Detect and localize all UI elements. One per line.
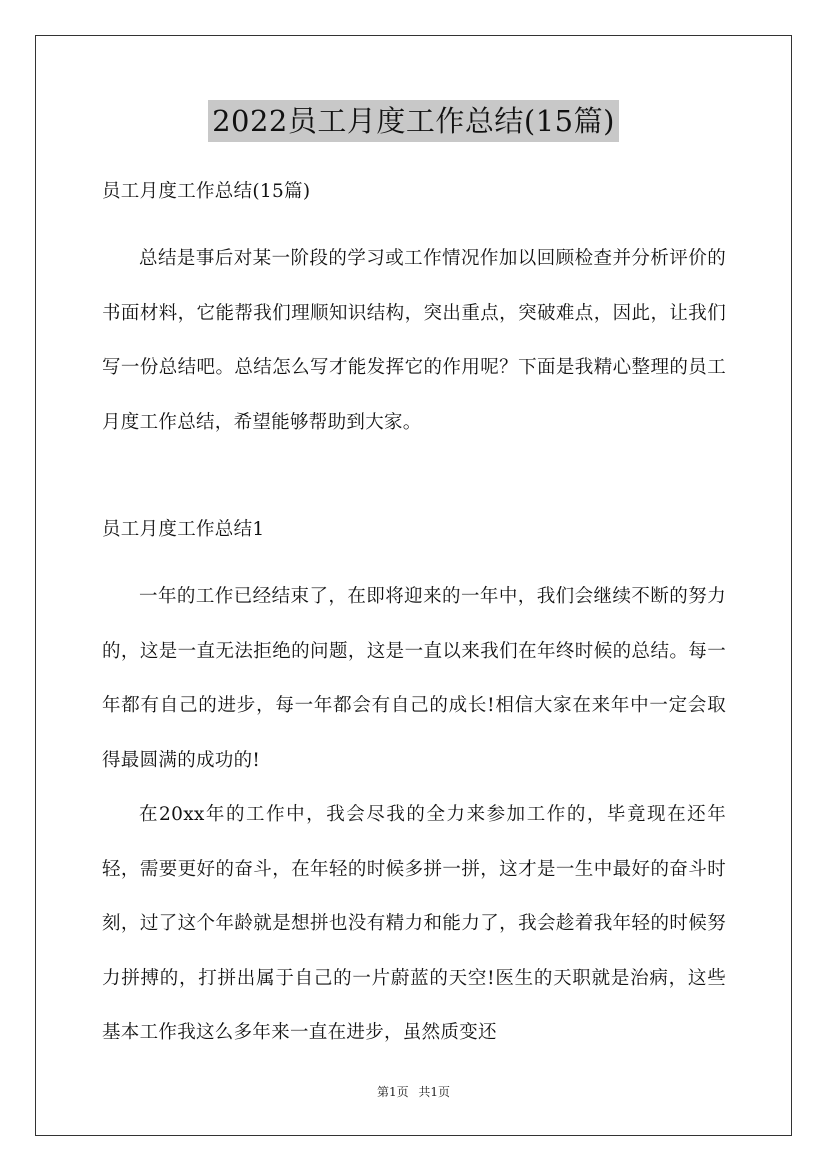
document-subtitle: 员工月度工作总结(15篇) [102, 181, 311, 202]
total-pages: 共1页 [418, 1085, 451, 1099]
intro-paragraph: 总结是事后对某一阶段的学习或工作情况作加以回顾检查并分析评价的书面材料，它能帮我们理顺知识结构，突出重点，突破难点，因此，让我们写一份总结吧。总结怎么写才能发挥它的作用呢？下面是我精心整理的员工月度工作总结，希望能够帮助到大家。 [102, 248, 726, 433]
page-footer [0, 1084, 827, 1100]
document-body [102, 172, 726, 1061]
body-paragraph-2: 在20xx年的工作中，我会尽我的全力来参加工作的，毕竟现在还年轻，需要更好的奋斗，在年轻的时候多拼一拼，这才是一生中最好的奋斗时刻，过了这个年龄就是想拼也没有精力和能力了，我会趁着我年轻的时候努力拼搏的，打拼出属于自己的一片蔚蓝的天空!医生的天职就是治病，这些基本工作我这么多年来一直在进步，虽然质变还 [102, 804, 726, 1043]
title-container [0, 100, 827, 142]
body-paragraph-1: 一年的工作已经结束了，在即将迎来的一年中，我们会继续不断的努力的，这是一直无法拒绝的问题，这是一直以来我们在年终时候的总结。每一年都有自己的进步，每一年都会有自己的成长!相信大家在来年中一定会取得最圆满的成功的! [102, 586, 726, 771]
page-number: 第1页 [376, 1085, 409, 1099]
section-heading: 员工月度工作总结1 [102, 519, 265, 540]
document-title: 2022员工月度工作总结(15篇) [208, 100, 619, 142]
